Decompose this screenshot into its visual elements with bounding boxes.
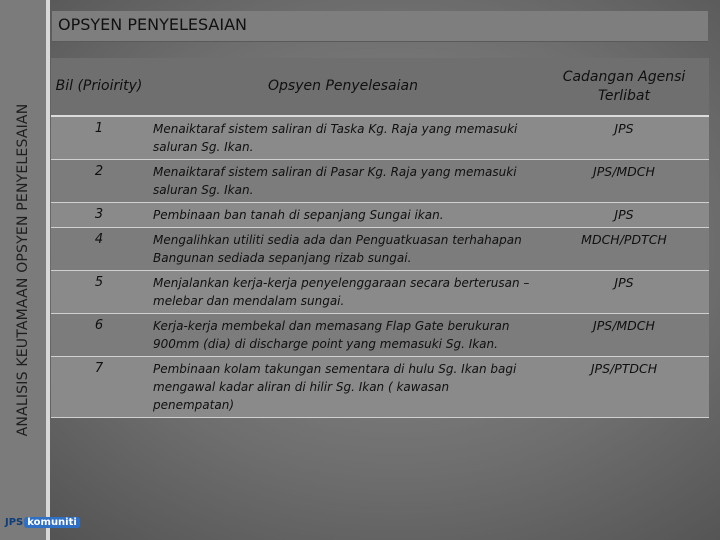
row-option: Menaiktaraf sistem saliran di Taska Kg. Raja yang memasuki saluran Sg. Ikan. — [153, 122, 518, 154]
row-option: Mengalihkan utiliti sedia ada dan Penguatkuasan terhahapan Bangunan sediada sepanjang rizab sungai. — [153, 233, 522, 265]
row-priority: 2 — [94, 164, 104, 179]
row-option: Pembinaan kolam takungan sementara di hulu Sg. Ikan bagi mengawal kadar aliran di hilir Sg. Ikan ( kawasan penempatan) — [153, 362, 517, 412]
header-option: Opsyen Penyelesaian — [147, 58, 539, 116]
table-row — [51, 314, 709, 357]
row-agency: MDCH/PDTCH — [581, 232, 667, 247]
row-option: Menjalankan kerja-kerja penyelenggaraan secara berterusan – melebar dan mendalam sungai. — [153, 276, 530, 308]
row-priority: 1 — [94, 121, 104, 136]
row-agency: JPS/MDCH — [593, 164, 655, 179]
row-agency: JPS/MDCH — [593, 318, 655, 333]
jps-komuniti-logo — [5, 511, 77, 533]
row-agency: JPS/PTDCH — [590, 361, 658, 376]
row-priority: 4 — [94, 232, 104, 247]
row-agency: JPS — [614, 275, 634, 290]
table-row — [51, 228, 709, 271]
priority-table-container — [51, 58, 709, 418]
header-agency: Cadangan Agensi Terlibat — [539, 58, 709, 116]
header-priority: Bil (Prioirity) — [51, 58, 147, 116]
logo-komuniti-text: komuniti — [24, 517, 80, 528]
row-priority: 5 — [94, 275, 104, 290]
priority-table — [51, 58, 709, 418]
row-option: Pembinaan ban tanah di sepanjang Sungai ikan. — [153, 208, 444, 222]
row-priority: 6 — [94, 318, 104, 333]
table-row — [51, 357, 709, 418]
table-row — [51, 271, 709, 314]
side-strip — [0, 0, 50, 540]
table-row — [51, 160, 709, 203]
row-option: Menaiktaraf sistem saliran di Pasar Kg. Raja yang memasuki saluran Sg. Ikan. — [153, 165, 517, 197]
side-section-label: ANALISIS KEUTAMAAN OPSYEN PENYELESAIAN — [15, 103, 31, 437]
slide-title: OPSYEN PENYELESAIAN — [58, 15, 247, 34]
row-agency: JPS — [614, 121, 634, 136]
row-agency: JPS — [614, 207, 634, 222]
row-priority: 3 — [94, 207, 104, 222]
logo-jps-text: JPS — [5, 516, 24, 528]
table-row — [51, 203, 709, 228]
table-header-row — [51, 58, 709, 116]
title-bar — [52, 11, 708, 42]
row-priority: 7 — [94, 361, 104, 376]
table-row — [51, 116, 709, 160]
row-option: Kerja-kerja membekal dan memasang Flap Gate berukuran 900mm (dia) di discharge point yang memasuki Sg. Ikan. — [153, 319, 510, 351]
